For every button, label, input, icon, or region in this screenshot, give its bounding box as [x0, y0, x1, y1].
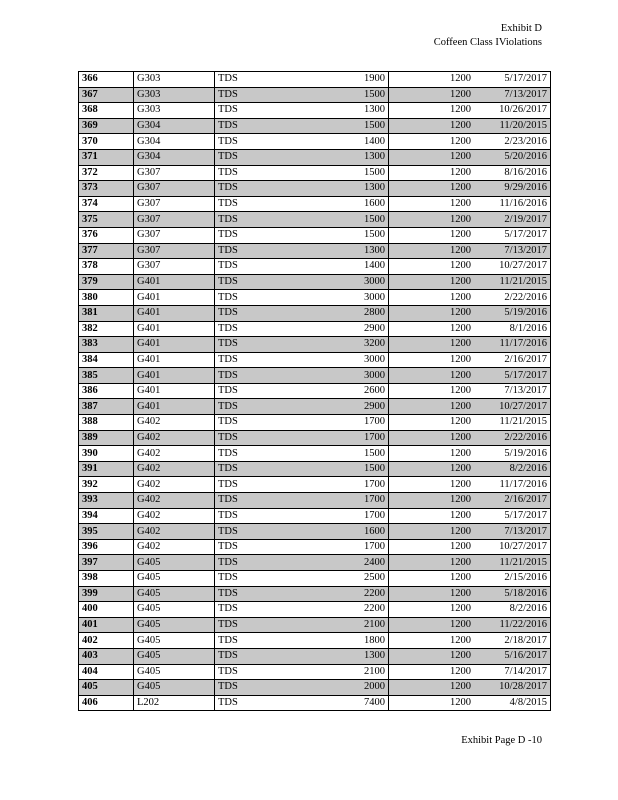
standard-limit-cell: 1200	[389, 181, 475, 197]
well-id-cell: G304	[134, 134, 215, 150]
table-row	[79, 555, 551, 571]
table-row	[79, 368, 551, 384]
measured-value-cell: 1400	[284, 259, 389, 275]
well-id-cell: G401	[134, 321, 215, 337]
row-number-cell: 376	[79, 227, 134, 243]
row-number-cell: 400	[79, 602, 134, 618]
sample-date-cell: 2/18/2017	[474, 633, 551, 649]
parameter-cell: TDS	[215, 87, 285, 103]
row-number-cell: 370	[79, 134, 134, 150]
parameter-cell: TDS	[215, 118, 285, 134]
row-number-cell: 371	[79, 149, 134, 165]
sample-date-cell: 5/19/2016	[474, 446, 551, 462]
parameter-cell: TDS	[215, 508, 285, 524]
parameter-cell: TDS	[215, 368, 285, 384]
parameter-cell: TDS	[215, 602, 285, 618]
row-number-cell: 389	[79, 430, 134, 446]
row-number-cell: 367	[79, 87, 134, 103]
well-id-cell: G405	[134, 648, 215, 664]
measured-value-cell: 1500	[284, 227, 389, 243]
measured-value-cell: 3000	[284, 290, 389, 306]
parameter-cell: TDS	[215, 461, 285, 477]
sample-date-cell: 8/2/2016	[474, 461, 551, 477]
sample-date-cell: 11/17/2016	[474, 477, 551, 493]
table-row	[79, 305, 551, 321]
well-id-cell: G405	[134, 664, 215, 680]
sample-date-cell: 4/8/2015	[474, 695, 551, 711]
well-id-cell: G402	[134, 461, 215, 477]
well-id-cell: L202	[134, 695, 215, 711]
sample-date-cell: 11/22/2016	[474, 617, 551, 633]
standard-limit-cell: 1200	[389, 648, 475, 664]
row-number-cell: 390	[79, 446, 134, 462]
standard-limit-cell: 1200	[389, 321, 475, 337]
table-row	[79, 602, 551, 618]
row-number-cell: 379	[79, 274, 134, 290]
parameter-cell: TDS	[215, 227, 285, 243]
parameter-cell: TDS	[215, 664, 285, 680]
sample-date-cell: 2/22/2016	[474, 290, 551, 306]
standard-limit-cell: 1200	[389, 493, 475, 509]
measured-value-cell: 1800	[284, 633, 389, 649]
parameter-cell: TDS	[215, 149, 285, 165]
standard-limit-cell: 1200	[389, 446, 475, 462]
measured-value-cell: 2100	[284, 617, 389, 633]
sample-date-cell: 7/13/2017	[474, 87, 551, 103]
row-number-cell: 385	[79, 368, 134, 384]
row-number-cell: 398	[79, 571, 134, 587]
well-id-cell: G402	[134, 493, 215, 509]
table-row	[79, 290, 551, 306]
sample-date-cell: 2/19/2017	[474, 212, 551, 228]
standard-limit-cell: 1200	[389, 72, 475, 88]
measured-value-cell: 2100	[284, 664, 389, 680]
sample-date-cell: 7/13/2017	[474, 524, 551, 540]
measured-value-cell: 2200	[284, 602, 389, 618]
standard-limit-cell: 1200	[389, 259, 475, 275]
table-row	[79, 633, 551, 649]
table-row	[79, 321, 551, 337]
parameter-cell: TDS	[215, 446, 285, 462]
standard-limit-cell: 1200	[389, 274, 475, 290]
sample-date-cell: 7/13/2017	[474, 383, 551, 399]
table-row	[79, 664, 551, 680]
measured-value-cell: 1400	[284, 134, 389, 150]
standard-limit-cell: 1200	[389, 103, 475, 119]
standard-limit-cell: 1200	[389, 352, 475, 368]
well-id-cell: G402	[134, 415, 215, 431]
measured-value-cell: 1700	[284, 508, 389, 524]
standard-limit-cell: 1200	[389, 695, 475, 711]
well-id-cell: G307	[134, 243, 215, 259]
table-row	[79, 352, 551, 368]
row-number-cell: 377	[79, 243, 134, 259]
well-id-cell: G405	[134, 571, 215, 587]
well-id-cell: G303	[134, 72, 215, 88]
well-id-cell: G303	[134, 87, 215, 103]
measured-value-cell: 7400	[284, 695, 389, 711]
measured-value-cell: 1500	[284, 118, 389, 134]
row-number-cell: 401	[79, 617, 134, 633]
exhibit-label: Exhibit D	[500, 23, 542, 34]
row-number-cell: 383	[79, 337, 134, 353]
table-row	[79, 227, 551, 243]
well-id-cell: G402	[134, 524, 215, 540]
measured-value-cell: 2500	[284, 571, 389, 587]
well-id-cell: G401	[134, 352, 215, 368]
parameter-cell: TDS	[215, 305, 285, 321]
well-id-cell: G307	[134, 196, 215, 212]
well-id-cell: G405	[134, 633, 215, 649]
measured-value-cell: 1900	[284, 72, 389, 88]
sample-date-cell: 11/21/2015	[474, 274, 551, 290]
row-number-cell: 391	[79, 461, 134, 477]
parameter-cell: TDS	[215, 181, 285, 197]
table-row	[79, 461, 551, 477]
row-number-cell: 373	[79, 181, 134, 197]
row-number-cell: 372	[79, 165, 134, 181]
row-number-cell: 395	[79, 524, 134, 540]
sample-date-cell: 8/2/2016	[474, 602, 551, 618]
table-row	[79, 383, 551, 399]
well-id-cell: G307	[134, 212, 215, 228]
well-id-cell: G405	[134, 680, 215, 696]
standard-limit-cell: 1200	[389, 571, 475, 587]
measured-value-cell: 1300	[284, 243, 389, 259]
row-number-cell: 368	[79, 103, 134, 119]
row-number-cell: 403	[79, 648, 134, 664]
table-row	[79, 181, 551, 197]
parameter-cell: TDS	[215, 259, 285, 275]
parameter-cell: TDS	[215, 212, 285, 228]
well-id-cell: G402	[134, 508, 215, 524]
well-id-cell: G401	[134, 305, 215, 321]
standard-limit-cell: 1200	[389, 617, 475, 633]
sample-date-cell: 5/17/2017	[474, 227, 551, 243]
well-id-cell: G405	[134, 602, 215, 618]
violations-table-body	[79, 72, 551, 711]
well-id-cell: G402	[134, 446, 215, 462]
row-number-cell: 378	[79, 259, 134, 275]
parameter-cell: TDS	[215, 274, 285, 290]
well-id-cell: G405	[134, 555, 215, 571]
well-id-cell: G401	[134, 337, 215, 353]
standard-limit-cell: 1200	[389, 227, 475, 243]
well-id-cell: G401	[134, 399, 215, 415]
measured-value-cell: 1500	[284, 446, 389, 462]
sample-date-cell: 5/17/2017	[474, 508, 551, 524]
well-id-cell: G304	[134, 149, 215, 165]
parameter-cell: TDS	[215, 352, 285, 368]
measured-value-cell: 2400	[284, 555, 389, 571]
table-row	[79, 196, 551, 212]
sample-date-cell: 5/16/2017	[474, 648, 551, 664]
standard-limit-cell: 1200	[389, 477, 475, 493]
table-row	[79, 695, 551, 711]
table-row	[79, 274, 551, 290]
standard-limit-cell: 1200	[389, 165, 475, 181]
well-id-cell: G304	[134, 118, 215, 134]
measured-value-cell: 1500	[284, 87, 389, 103]
sample-date-cell: 11/21/2015	[474, 415, 551, 431]
row-number-cell: 366	[79, 72, 134, 88]
measured-value-cell: 1600	[284, 524, 389, 540]
table-row	[79, 212, 551, 228]
well-id-cell: G307	[134, 259, 215, 275]
parameter-cell: TDS	[215, 695, 285, 711]
well-id-cell: G307	[134, 227, 215, 243]
sample-date-cell: 10/27/2017	[474, 259, 551, 275]
standard-limit-cell: 1200	[389, 415, 475, 431]
table-row	[79, 399, 551, 415]
parameter-cell: TDS	[215, 321, 285, 337]
exhibit-subtitle: Coffeen Class IViolations	[433, 37, 542, 48]
parameter-cell: TDS	[215, 539, 285, 555]
parameter-cell: TDS	[215, 103, 285, 119]
measured-value-cell: 1600	[284, 196, 389, 212]
measured-value-cell: 1300	[284, 181, 389, 197]
sample-date-cell: 7/14/2017	[474, 664, 551, 680]
table-row	[79, 72, 551, 88]
standard-limit-cell: 1200	[389, 664, 475, 680]
standard-limit-cell: 1200	[389, 383, 475, 399]
row-number-cell: 375	[79, 212, 134, 228]
row-number-cell: 369	[79, 118, 134, 134]
parameter-cell: TDS	[215, 243, 285, 259]
standard-limit-cell: 1200	[389, 212, 475, 228]
standard-limit-cell: 1200	[389, 555, 475, 571]
row-number-cell: 388	[79, 415, 134, 431]
sample-date-cell: 10/28/2017	[474, 680, 551, 696]
standard-limit-cell: 1200	[389, 399, 475, 415]
measured-value-cell: 1500	[284, 165, 389, 181]
measured-value-cell: 3000	[284, 368, 389, 384]
sample-date-cell: 8/1/2016	[474, 321, 551, 337]
row-number-cell: 387	[79, 399, 134, 415]
standard-limit-cell: 1200	[389, 586, 475, 602]
table-row	[79, 539, 551, 555]
sample-date-cell: 11/16/2016	[474, 196, 551, 212]
sample-date-cell: 5/18/2016	[474, 586, 551, 602]
measured-value-cell: 2900	[284, 321, 389, 337]
table-row	[79, 118, 551, 134]
row-number-cell: 394	[79, 508, 134, 524]
violations-table-wrapper	[78, 71, 547, 711]
measured-value-cell: 1700	[284, 430, 389, 446]
well-id-cell: G401	[134, 383, 215, 399]
measured-value-cell: 1700	[284, 493, 389, 509]
standard-limit-cell: 1200	[389, 508, 475, 524]
standard-limit-cell: 1200	[389, 602, 475, 618]
page-footer: Exhibit Page D -10	[461, 735, 542, 746]
parameter-cell: TDS	[215, 586, 285, 602]
measured-value-cell: 2000	[284, 680, 389, 696]
well-id-cell: G401	[134, 368, 215, 384]
standard-limit-cell: 1200	[389, 524, 475, 540]
row-number-cell: 374	[79, 196, 134, 212]
standard-limit-cell: 1200	[389, 430, 475, 446]
standard-limit-cell: 1200	[389, 196, 475, 212]
sample-date-cell: 2/22/2016	[474, 430, 551, 446]
row-number-cell: 404	[79, 664, 134, 680]
well-id-cell: G401	[134, 274, 215, 290]
table-row	[79, 508, 551, 524]
standard-limit-cell: 1200	[389, 87, 475, 103]
measured-value-cell: 3200	[284, 337, 389, 353]
standard-limit-cell: 1200	[389, 243, 475, 259]
sample-date-cell: 8/16/2016	[474, 165, 551, 181]
table-row	[79, 103, 551, 119]
sample-date-cell: 11/20/2015	[474, 118, 551, 134]
parameter-cell: TDS	[215, 430, 285, 446]
measured-value-cell: 1500	[284, 461, 389, 477]
standard-limit-cell: 1200	[389, 680, 475, 696]
row-number-cell: 406	[79, 695, 134, 711]
table-row	[79, 337, 551, 353]
parameter-cell: TDS	[215, 165, 285, 181]
standard-limit-cell: 1200	[389, 134, 475, 150]
table-row	[79, 477, 551, 493]
measured-value-cell: 2200	[284, 586, 389, 602]
measured-value-cell: 2600	[284, 383, 389, 399]
well-id-cell: G402	[134, 539, 215, 555]
violations-table	[78, 71, 551, 711]
row-number-cell: 386	[79, 383, 134, 399]
measured-value-cell: 3000	[284, 352, 389, 368]
standard-limit-cell: 1200	[389, 290, 475, 306]
sample-date-cell: 7/13/2017	[474, 243, 551, 259]
table-row	[79, 430, 551, 446]
measured-value-cell: 1700	[284, 477, 389, 493]
measured-value-cell: 2900	[284, 399, 389, 415]
row-number-cell: 392	[79, 477, 134, 493]
table-row	[79, 165, 551, 181]
row-number-cell: 382	[79, 321, 134, 337]
well-id-cell: G402	[134, 477, 215, 493]
parameter-cell: TDS	[215, 383, 285, 399]
measured-value-cell: 1300	[284, 103, 389, 119]
measured-value-cell: 3000	[284, 274, 389, 290]
parameter-cell: TDS	[215, 134, 285, 150]
well-id-cell: G303	[134, 103, 215, 119]
standard-limit-cell: 1200	[389, 305, 475, 321]
well-id-cell: G401	[134, 290, 215, 306]
sample-date-cell: 5/19/2016	[474, 305, 551, 321]
measured-value-cell: 2800	[284, 305, 389, 321]
parameter-cell: TDS	[215, 617, 285, 633]
standard-limit-cell: 1200	[389, 337, 475, 353]
table-row	[79, 524, 551, 540]
parameter-cell: TDS	[215, 524, 285, 540]
sample-date-cell: 5/17/2017	[474, 368, 551, 384]
parameter-cell: TDS	[215, 477, 285, 493]
table-row	[79, 571, 551, 587]
table-row	[79, 415, 551, 431]
sample-date-cell: 5/17/2017	[474, 72, 551, 88]
row-number-cell: 393	[79, 493, 134, 509]
row-number-cell: 384	[79, 352, 134, 368]
row-number-cell: 380	[79, 290, 134, 306]
well-id-cell: G402	[134, 430, 215, 446]
row-number-cell: 399	[79, 586, 134, 602]
row-number-cell: 396	[79, 539, 134, 555]
row-number-cell: 402	[79, 633, 134, 649]
standard-limit-cell: 1200	[389, 539, 475, 555]
parameter-cell: TDS	[215, 290, 285, 306]
parameter-cell: TDS	[215, 415, 285, 431]
table-row	[79, 243, 551, 259]
table-row	[79, 680, 551, 696]
parameter-cell: TDS	[215, 555, 285, 571]
table-row	[79, 149, 551, 165]
parameter-cell: TDS	[215, 680, 285, 696]
measured-value-cell: 1300	[284, 149, 389, 165]
well-id-cell: G405	[134, 617, 215, 633]
sample-date-cell: 10/27/2017	[474, 399, 551, 415]
page-header	[434, 22, 542, 50]
table-row	[79, 446, 551, 462]
standard-limit-cell: 1200	[389, 118, 475, 134]
table-row	[79, 493, 551, 509]
row-number-cell: 397	[79, 555, 134, 571]
table-row	[79, 87, 551, 103]
parameter-cell: TDS	[215, 72, 285, 88]
measured-value-cell: 1700	[284, 539, 389, 555]
table-row	[79, 134, 551, 150]
sample-date-cell: 11/17/2016	[474, 337, 551, 353]
well-id-cell: G405	[134, 586, 215, 602]
parameter-cell: TDS	[215, 493, 285, 509]
sample-date-cell: 2/16/2017	[474, 493, 551, 509]
standard-limit-cell: 1200	[389, 149, 475, 165]
parameter-cell: TDS	[215, 633, 285, 649]
sample-date-cell: 2/23/2016	[474, 134, 551, 150]
sample-date-cell: 10/27/2017	[474, 539, 551, 555]
parameter-cell: TDS	[215, 337, 285, 353]
table-row	[79, 259, 551, 275]
table-row	[79, 586, 551, 602]
measured-value-cell: 1300	[284, 648, 389, 664]
row-number-cell: 405	[79, 680, 134, 696]
sample-date-cell: 2/15/2016	[474, 571, 551, 587]
table-row	[79, 617, 551, 633]
sample-date-cell: 10/26/2017	[474, 103, 551, 119]
sample-date-cell: 11/21/2015	[474, 555, 551, 571]
sample-date-cell: 9/29/2016	[474, 181, 551, 197]
standard-limit-cell: 1200	[389, 633, 475, 649]
row-number-cell: 381	[79, 305, 134, 321]
sample-date-cell: 5/20/2016	[474, 149, 551, 165]
measured-value-cell: 1500	[284, 212, 389, 228]
parameter-cell: TDS	[215, 648, 285, 664]
sample-date-cell: 2/16/2017	[474, 352, 551, 368]
parameter-cell: TDS	[215, 571, 285, 587]
well-id-cell: G307	[134, 181, 215, 197]
standard-limit-cell: 1200	[389, 461, 475, 477]
table-row	[79, 648, 551, 664]
parameter-cell: TDS	[215, 196, 285, 212]
well-id-cell: G307	[134, 165, 215, 181]
standard-limit-cell: 1200	[389, 368, 475, 384]
parameter-cell: TDS	[215, 399, 285, 415]
measured-value-cell: 1700	[284, 415, 389, 431]
